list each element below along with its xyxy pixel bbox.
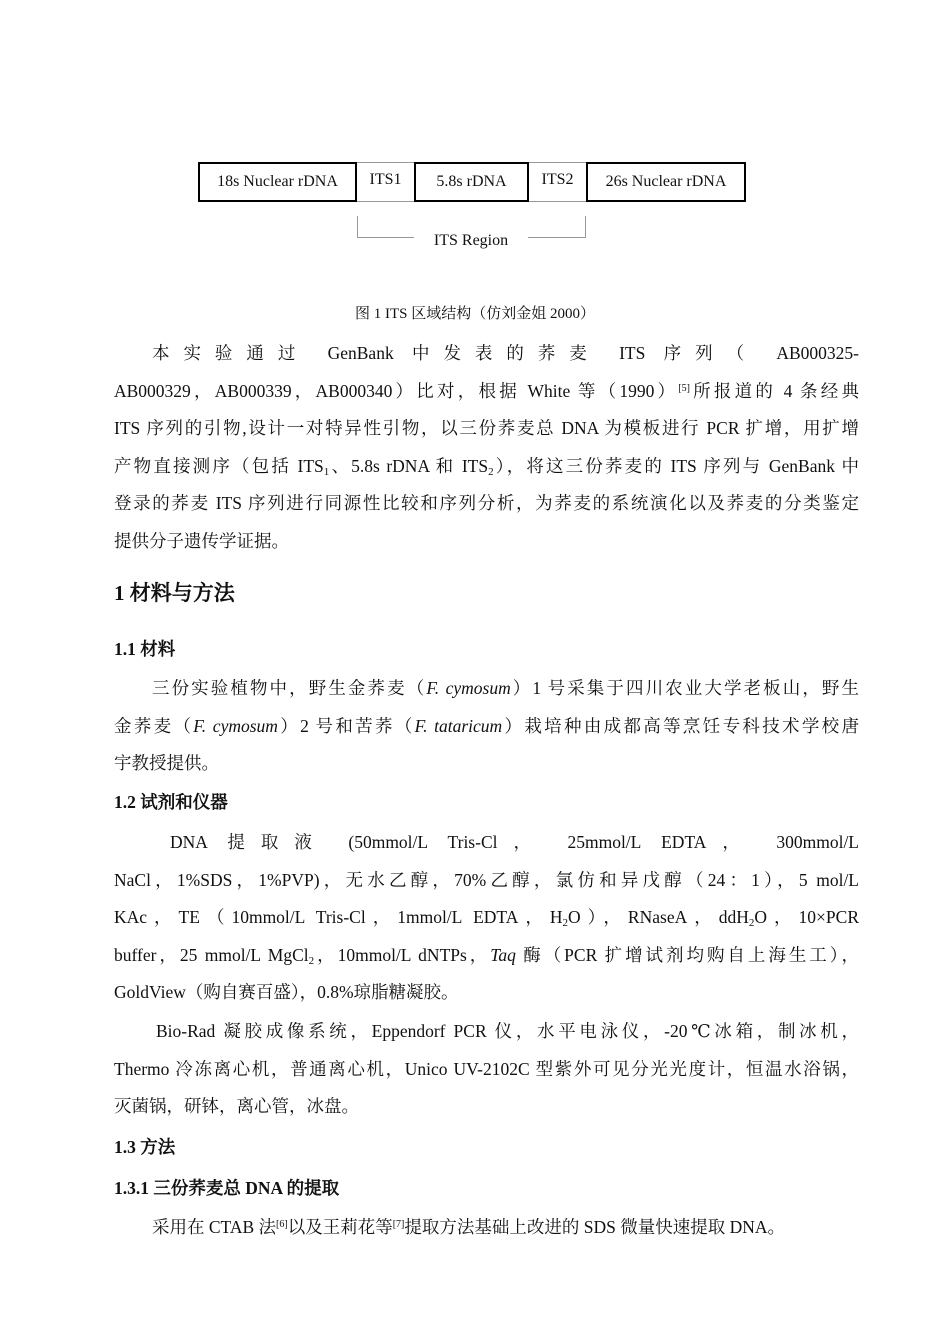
text-line: AB000329，AB000339，AB000340）比对，根据 White 等（1990）[5]所报道的 4 条经典 [114, 380, 859, 401]
text-line: 本实验通过 GenBank 中发表的荞麦 ITS 序列（ AB000325- [152, 343, 859, 363]
segment-its2: ITS2 [529, 162, 586, 202]
text-line: Thermo 冷冻离心机，普通离心机，Unico UV-2102C 型紫外可见分光光度计，恒温水浴锅， [114, 1058, 859, 1079]
section-heading: 1 材料与方法 [114, 581, 235, 605]
subsection-heading: 1.2 试剂和仪器 [114, 792, 228, 812]
text-line: buffer，25 mmol/L MgCl$_2$，10mmol/L dNTPs，Taq 酶（PCR 扩增试剂均购自上海生工）， [114, 944, 859, 967]
text-line: 产物直接测序（包括 $ITS_1$、5.8s rDNA 和 $ITS_2$），将这三份荞麦的 ITS 序列与 GenBank 中 [114, 455, 859, 478]
sub-subsection-heading: 1.3.1 三份荞麦总 DNA 的提取 [114, 1178, 340, 1198]
text-line: NaCl，1%SDS，1%PVP)，无水乙醇，70%乙醇，氯仿和异戊醇（24：1），5 mol/L [114, 869, 859, 890]
figure-caption: 图 1 ITS 区域结构（仿刘金姐 2000） [354, 306, 595, 322]
text-line: ITS 序列的引物,设计一对特异性引物，以三份荞麦总 DNA 为模板进行 PCR 扩增，用扩增 [114, 418, 859, 438]
text-line: 三份实验植物中，野生金荞麦（F. cymosum）1 号采集于四川农业大学老板山，野生 [152, 678, 860, 698]
segment-18s-nuclear-rdna: 18s Nuclear rDNA [198, 162, 357, 202]
text-line: KAc，TE（10mmol/L Tris-Cl，1mmol/L EDTA，$H_2O$），RNaseA，ddH$_2$O，10×PCR [114, 907, 859, 929]
its-structure-diagram [0, 0, 950, 300]
segment-its1: ITS1 [357, 162, 414, 202]
text-line: DNA 提取液 (50mmol/L Tris-Cl， 25mmol/L EDTA， 300mmol/L [170, 832, 859, 852]
text-line: 宇教授提供。 [114, 753, 219, 773]
subsection-heading: 1.1 材料 [114, 639, 176, 659]
segment-5-8s-rdna: 5.8s rDNA [414, 162, 529, 202]
segment-26s-nuclear-rdna: 26s Nuclear rDNA [586, 162, 746, 202]
reagents-paragraph [114, 824, 859, 1012]
its-region-label: ITS Region [414, 230, 528, 252]
intro-paragraph [114, 335, 859, 560]
text-line: 灭菌锅，研钵，离心管，冰盘。 [114, 1096, 359, 1116]
subsection-heading: 1.3 方法 [114, 1137, 176, 1157]
text-line: 提供分子遗传学证据。 [114, 530, 289, 551]
methods-paragraph [114, 1209, 859, 1247]
citation-ref: [7] [392, 1219, 405, 1230]
instruments-paragraph [114, 1013, 859, 1126]
text-line: 登录的荞麦 ITS 序列进行同源性比较和序列分析，为荞麦的系统演化以及荞麦的分类鉴定 [114, 493, 859, 513]
citation-ref: [5] [678, 382, 690, 394]
text-line: 金荞麦（F. cymosum）2 号和苦荞（F. tataricum）栽培种由成都高等烹饪专科技术学校唐 [114, 715, 860, 736]
text-line: GoldView（购自赛百盛），0.8%琼脂糖凝胶。 [114, 982, 459, 1002]
materials-paragraph [114, 670, 859, 783]
text-line: Bio-Rad 凝胶成像系统，Eppendorf PCR 仪，水平电泳仪，-20℃冰箱，制冰机， [156, 1021, 859, 1041]
text-line: 采用在 CTAB 法[6]以及王莉花等[7]提取方法基础上改进的 SDS 微量快速提取 DNA。 [152, 1217, 786, 1237]
citation-ref: [6] [276, 1219, 288, 1230]
